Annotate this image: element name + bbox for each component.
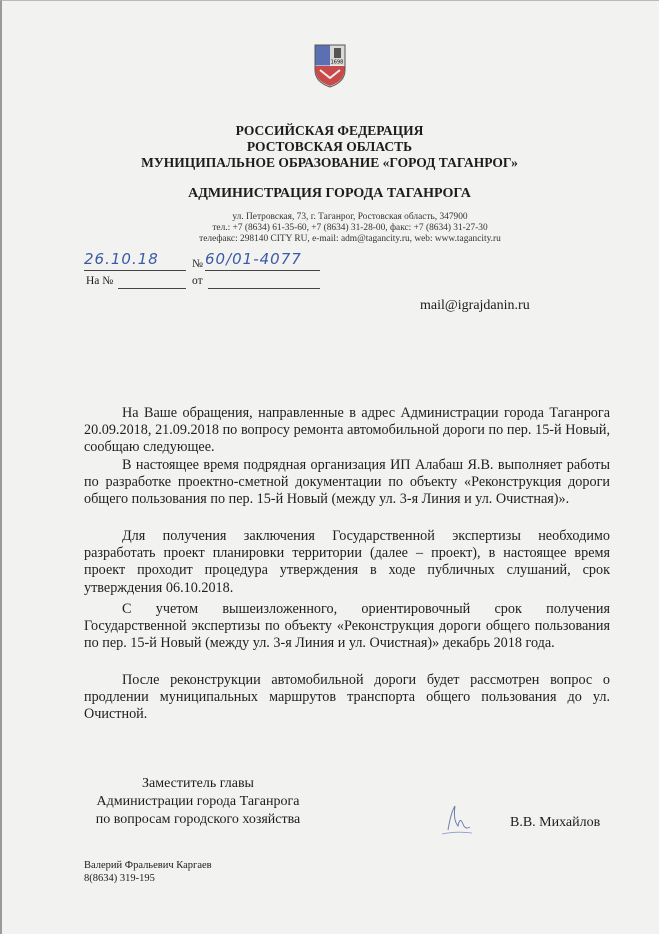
letterhead-address: ул. Петровская, 73, г. Таганрог, Ростовская область, 347900 [232, 212, 468, 222]
signatory-title [76, 775, 320, 829]
recipient-email: mail@igrajdanin.ru [420, 298, 530, 313]
body-paragraph-1: На Ваше обращения, направленные в адрес Администрации города Таганрога 20.09.2018, 21.09.2018 по вопросу ремонта автомобильной дороги по пер. 15-й Новый, сообщаю следующее. [84, 405, 610, 456]
reply-to-label: На № [86, 275, 114, 287]
header-country: РОССИЙСКАЯ ФЕДЕРАЦИЯ [235, 123, 424, 138]
body-paragraph-5: После реконструкции автомобильной дороги будет рассмотрен вопрос о продлении муниципальных маршрутов транспорта общего пользования до ул. Очистной. [84, 672, 610, 723]
city-emblem-icon [314, 44, 346, 88]
signatory-title-line-3: по вопросам городского хозяйства [95, 812, 301, 827]
header-region: РОСТОВСКАЯ ОБЛАСТЬ [246, 139, 413, 154]
header-administration: АДМИНИСТРАЦИЯ ГОРОДА ТАГАНРОГА [188, 186, 471, 201]
reply-number-underline [118, 288, 186, 289]
outgoing-number: 60/01-4077 [205, 250, 302, 268]
signatory-title-line-2: Администрации города Таганрога [96, 794, 300, 809]
body-paragraph-2: В настоящее время подрядная организация ИП Алабаш Я.В. выполняет работы по разработке проектно-сметной документации по объекту «Реконструкция дороги общего пользования по пер. 15-й Новый (между ул. 3-я Линия и ул. Очистная)». [84, 457, 610, 508]
signatory-name: В.В. Михайлов [510, 815, 601, 830]
letterhead-phones: тел.: +7 (8634) 61-35-60, +7 (8634) 31-28-00, факс: +7 (8634) 31-27-30 [212, 223, 488, 233]
number-underline [205, 270, 320, 271]
body-paragraph-3: Для получения заключения Государственной экспертизы необходимо разработать проект планировки территории (далее – проект), в настоящее время проект проходит процедура утверждения в ходе публичных слушаний, срок утверждения 06.10.2018. [84, 528, 610, 596]
executor-name: Валерий Фральевич Каргаев [84, 860, 212, 871]
from-label: от [192, 275, 203, 287]
executor-block [84, 860, 212, 885]
emblem-year: 1698 [330, 59, 344, 66]
signatory-title-line-1: Заместитель главы [142, 776, 254, 791]
number-label: № [192, 258, 203, 270]
reply-date-underline [208, 288, 320, 289]
handwritten-signature-icon [438, 800, 474, 840]
outgoing-date: 26.10.18 [84, 250, 159, 268]
executor-phone: 8(8634) 319-195 [84, 872, 155, 884]
body-paragraph-4: С учетом вышеизложенного, ориентировочный срок получения Государственной экспертизы по объекту «Реконструкция дороги общего пользования по пер. 15-й Новый (между ул. 3-я Линия и ул. Очистная)» декабрь 2018 года. [84, 601, 610, 652]
letterhead-telefax: телефакс: 298140 CITY RU, e-mail: adm@tagancity.ru, web: www.tagancity.ru [199, 234, 501, 244]
date-underline [84, 270, 186, 271]
header-municipality: МУНИЦИПАЛЬНОЕ ОБРАЗОВАНИЕ «ГОРОД ТАГАНРОГ» [141, 155, 518, 170]
